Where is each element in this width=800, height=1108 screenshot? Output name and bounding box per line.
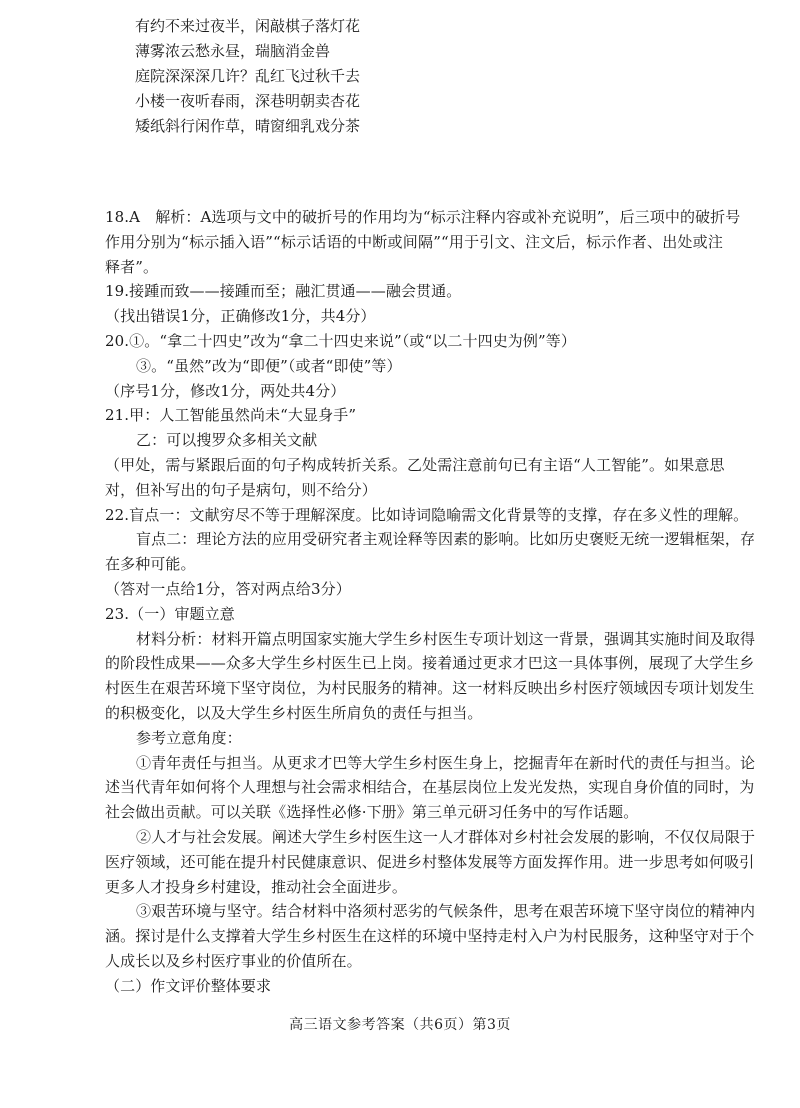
answer-18-line: 作用分别为“标示插入语”“标示话语的中断或间隔”“用于引文、注文后，标示作者、出处或注 [105, 232, 723, 251]
answer-21-note: （甲处，需与紧跟后面的句子构成转折关系。乙处需注意前句已有主语“人工智能”。如果意思 [105, 455, 725, 474]
material-analysis-line: 村医生在艰苦环境下坚守岗位，为村民服务的精神。这一材料反映出乡村医疗领域因专项计划发生 [105, 679, 755, 698]
angle-3-line: 人成长以及乡村医疗事业的价值所在。 [105, 951, 362, 970]
angle-2-line: 医疗领域，还可能在提升村民健康意识、促进乡村整体发展等方面发挥作用。进一步思考如何吸引 [105, 852, 755, 871]
answer-21-line: 21.甲：人工智能虽然尚未“大显身手” [105, 406, 357, 425]
answer-19-scoring: （找出错误1分，正确修改1分，共4分） [105, 307, 376, 326]
angle-1-line: 社会做出贡献。可以关联《选择性必修·下册》第三单元研习任务中的写作话题。 [105, 803, 639, 822]
answer-18-line: 18.A 解析：A选项与文中的破折号的作用均为“标示注释内容或补充说明”，后三项中的破折号 [105, 208, 741, 226]
answer-22-scoring: （答对一点给1分，答对两点给3分） [105, 579, 351, 598]
angle-3-line: 涵。探讨是什么支撑着大学生乡村医生在这样的环境中坚持走村入户为村民服务，这种坚守对于个 [105, 927, 755, 946]
answer-21-note: 对，但补写出的句子是病句，则不给分） [105, 480, 377, 499]
reference-angles-heading: 参考立意角度： [136, 728, 242, 747]
poem-line: 薄雾浓云愁永昼，瑞脑消金兽 [135, 42, 331, 60]
answer-23-heading: 23.（一）审题立意 [105, 604, 235, 623]
poem-lines [135, 14, 360, 139]
angle-2-line: ②人才与社会发展。阐述大学生乡村医生这一人才群体对乡村社会发展的影响，不仅仅局限于 [136, 827, 756, 846]
material-analysis-line: 材料分析：材料开篇点明国家实施大学生乡村医生专项计划这一背景，强调其实施时间及取得 [136, 629, 756, 648]
answer-22-line: 在多种可能。 [105, 555, 196, 574]
answer-20-line: 20.①。“拿二十四史”改为“拿二十四史来说”（或“以二十四史为例”等） [105, 331, 576, 350]
answer-20-scoring: （序号1分，修改1分，两处共4分） [105, 381, 346, 400]
answer-20-line: ③。“虽然”改为“即便”（或者“即使”等） [136, 356, 402, 375]
angle-3-line: ③艰苦环境与坚守。结合材料中洛须村恶劣的气候条件，思考在艰苦环境下坚守岗位的精神内 [136, 902, 756, 921]
answer-22-line: 盲点二：理论方法的应用受研究者主观诠释等因素的影响。比如历史褒贬无统一逻辑框架，存 [136, 530, 756, 549]
answer-19-line: 19.接踵而致——接踵而至；融汇贯通——融会贯通。 [105, 282, 462, 301]
answer-21-line: 乙：可以搜罗众多相关文献 [136, 431, 318, 450]
answer-22-line: 22.盲点一：文献穷尽不等于理解深度。比如诗词隐喻需文化背景等的支撑，存在多义性的理解。 [105, 505, 749, 524]
answer-18-line: 释者”。 [105, 257, 159, 276]
page-footer: 高三语文参考答案（共6页）第3页 [289, 1017, 511, 1033]
angle-2-line: 更多人才投身乡村建设，推动社会全面进步。 [105, 877, 408, 896]
poem-line: 矮纸斜行闲作草，晴窗细乳戏分茶 [135, 117, 361, 135]
angle-1-line: ①青年责任与担当。从更求才巴等大学生乡村医生身上，挖掘青年在新时代的责任与担当。论 [136, 753, 756, 772]
angle-1-line: 述当代青年如何将个人理想与社会需求相结合，在基层岗位上发光发热，实现自身价值的同时，为 [105, 778, 755, 797]
essay-evaluation-heading: （二）作文评价整体要求 [105, 976, 272, 995]
poem-line: 庭院深深深几许？乱红飞过秋千去 [135, 67, 361, 85]
material-analysis-line: 的阶段性成果——众多大学生乡村医生已上岗。接着通过更求才巴这一具体事例，展现了大学生乡 [105, 654, 755, 673]
poem-line: 有约不来过夜半，闲敲棋子落灯花 [135, 17, 361, 35]
poem-line: 小楼一夜听春雨，深巷明朝卖杏花 [135, 92, 361, 110]
answer-content [105, 205, 756, 999]
material-analysis-line: 的积极变化，以及大学生乡村医生所肩负的责任与担当。 [105, 703, 483, 722]
